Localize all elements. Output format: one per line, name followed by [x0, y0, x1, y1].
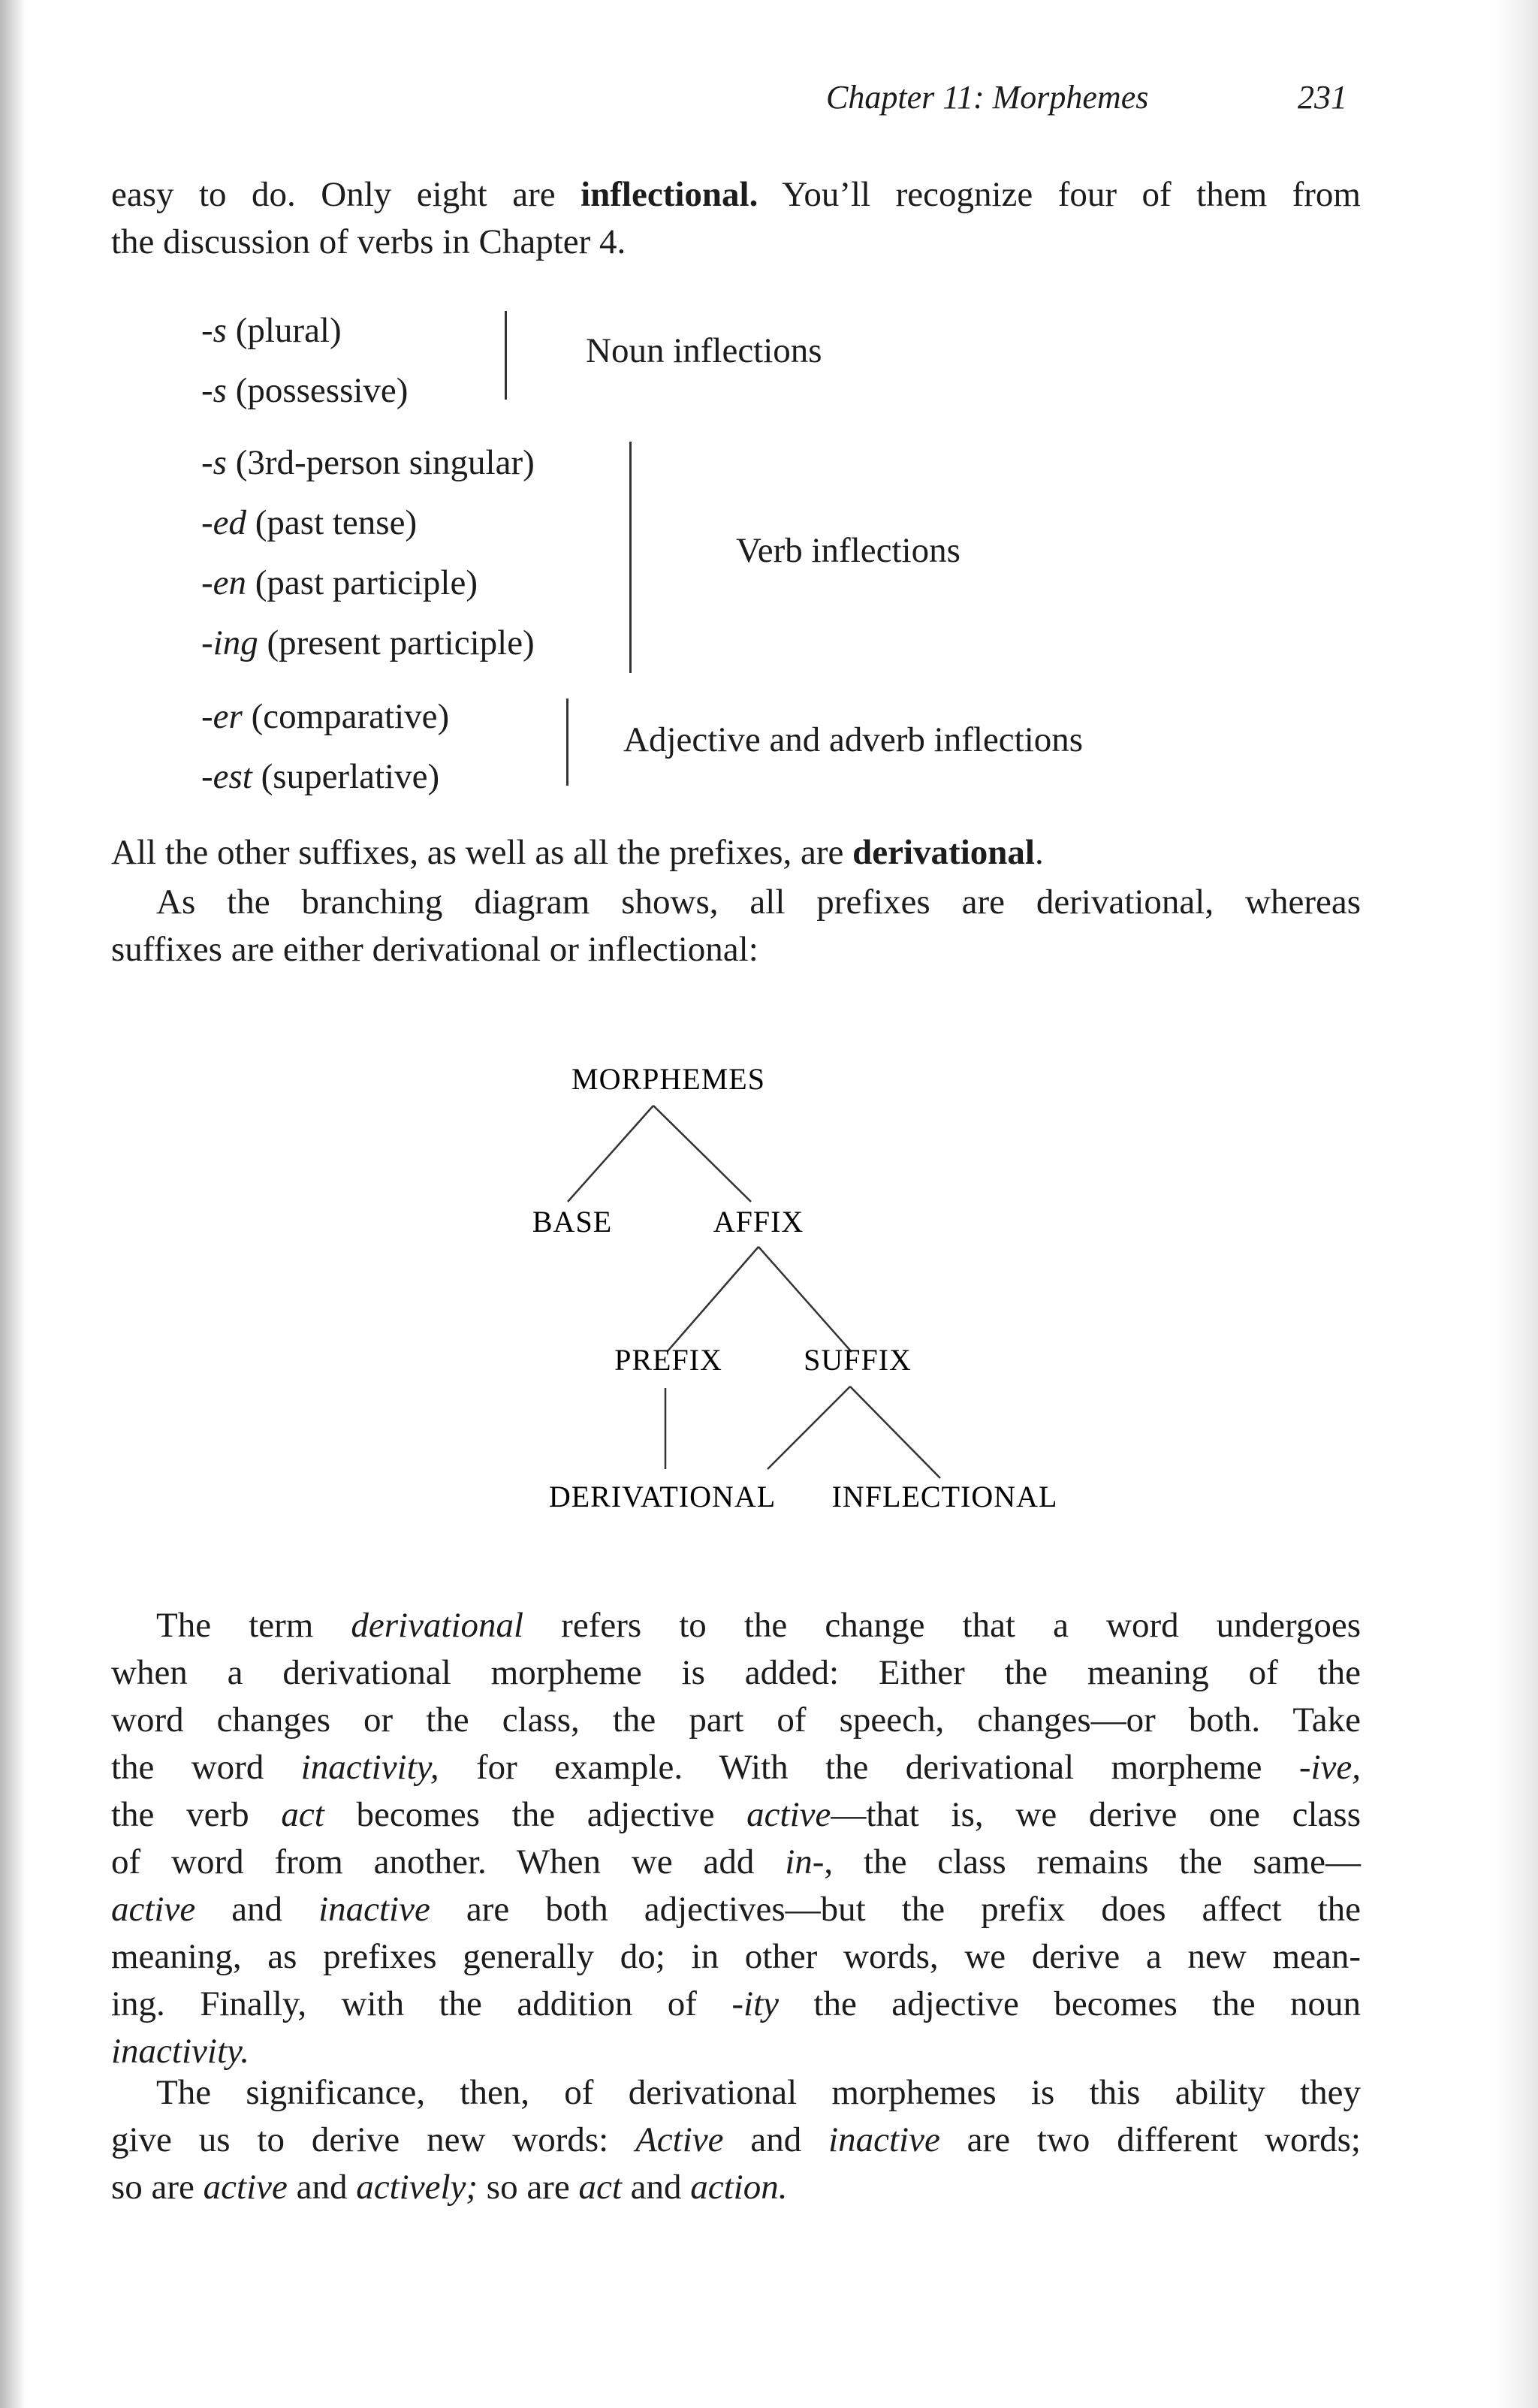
text-run: the verb	[111, 1795, 282, 1834]
list-item: -ed (past tense)	[201, 503, 418, 542]
node-derivational: DERIVATIONAL	[548, 1480, 777, 1513]
text-line	[111, 2069, 1361, 2117]
edge-morphemes-affix	[653, 1106, 751, 1202]
italic-term: Active	[635, 2120, 724, 2159]
text-line	[111, 1697, 1361, 1744]
text-run: when a derivational morpheme is added: Either the meaning of the	[111, 1653, 1361, 1692]
text-run: and	[287, 2168, 357, 2207]
text-line	[111, 2164, 1361, 2211]
node-prefix: PREFIX	[614, 1343, 722, 1377]
text-run: so are	[478, 2168, 579, 2207]
italic-term: derivational	[351, 1606, 524, 1645]
list-item: -s (3rd-person singular)	[201, 443, 535, 482]
verb-inflections-label: Verb inflections	[736, 531, 960, 570]
italic-term: in-	[785, 1842, 825, 1881]
term-inflectional: inflectional.	[581, 175, 758, 214]
italic-term: -ive,	[1298, 1748, 1361, 1787]
text-run: The significance, then, of derivational morphemes is this ability they	[156, 2073, 1361, 2112]
text-run: are two different words;	[939, 2120, 1361, 2159]
text-line: easy to do. Only eight are inflectional. You’ll recognize four of them from	[111, 175, 1361, 214]
italic-term: active	[203, 2168, 288, 2207]
text-line: As the branching diagram shows, all prefixes are derivational, whereas	[156, 883, 1361, 922]
text-run: ing. Finally, with the addition of	[111, 1984, 732, 2023]
list-item: -en (past participle)	[201, 563, 478, 602]
text-run: becomes the adjective	[324, 1795, 747, 1834]
text-line	[111, 1933, 1361, 1981]
text-line: suffixes are either derivational or inflectional:	[111, 930, 758, 969]
italic-term: active	[746, 1795, 831, 1834]
text-line: All the other suffixes, as well as all the prefixes, are derivational.	[111, 833, 1044, 872]
text-run: and	[621, 2168, 691, 2207]
text-run: The term	[156, 1606, 351, 1645]
node-morphemes: MORPHEMES	[571, 1062, 765, 1096]
text-run: meaning, as prefixes generally do; in other words, we derive a new mean-	[111, 1937, 1361, 1976]
list-item: -s (possessive)	[201, 371, 409, 410]
edge-affix-suffix	[758, 1247, 852, 1352]
noun-inflections-label: Noun inflections	[586, 331, 822, 370]
text-line	[111, 2028, 1361, 2075]
text-run: of word from another. When we add	[111, 1842, 786, 1881]
italic-term: inactive	[828, 2120, 940, 2159]
text-line	[111, 1744, 1361, 1791]
italic-term: inactive	[318, 1890, 430, 1929]
text-run: refers to the change that a word undergoes	[523, 1606, 1361, 1645]
significance-paragraph	[111, 2069, 1361, 2211]
edge-affix-prefix	[667, 1247, 758, 1352]
italic-term: actively;	[356, 2168, 478, 2207]
text-line	[111, 1649, 1361, 1697]
node-inflectional: INFLECTIONAL	[831, 1480, 1058, 1513]
italic-term: active	[111, 1890, 196, 1929]
edge-suffix-inflectional	[850, 1387, 940, 1478]
list-item: -er (comparative)	[201, 697, 450, 736]
text-run: give us to derive new words:	[111, 2120, 636, 2159]
list-item: -ing (present participle)	[201, 623, 535, 662]
page-number: 231	[1298, 79, 1347, 116]
derivational-explanation-paragraph	[111, 1602, 1361, 2075]
text-run: the word	[111, 1748, 301, 1787]
text-line	[111, 1602, 1361, 1649]
text-line	[111, 1839, 1361, 1886]
node-affix: AFFIX	[713, 1205, 804, 1239]
term-derivational: derivational	[852, 833, 1035, 872]
list-item: -s (plural)	[201, 311, 342, 350]
list-item: -est (superlative)	[201, 757, 440, 796]
text-line	[111, 1981, 1361, 2028]
text-line	[111, 2117, 1361, 2164]
italic-term: inactivity.	[111, 2032, 250, 2071]
node-base: BASE	[532, 1205, 613, 1239]
italic-term: -ity	[731, 1984, 780, 2023]
text-run: for example. With the derivational morpheme	[439, 1748, 1299, 1787]
text-line	[111, 1791, 1361, 1839]
chapter-title: Chapter 11: Morphemes	[826, 79, 1149, 116]
italic-term: act	[281, 1795, 324, 1834]
text-run: —that is, we derive one class	[831, 1795, 1361, 1834]
text-run: the adjective becomes the noun	[779, 1984, 1362, 2023]
italic-term: act	[578, 2168, 622, 2207]
italic-term: action.	[690, 2168, 788, 2207]
text-run: , the class remains the same—	[824, 1842, 1361, 1881]
adjective-inflections-label: Adjective and adverb inflections	[623, 720, 1084, 759]
text-line	[111, 1886, 1361, 1933]
edge-suffix-derivational	[767, 1387, 850, 1469]
text-run: word changes or the class, the part of speech, changes—or both. Take	[111, 1700, 1361, 1740]
node-suffix: SUFFIX	[804, 1343, 912, 1377]
text-run: are both adjectives—but the prefix does affect the	[430, 1890, 1361, 1929]
text-run: so are	[111, 2168, 204, 2207]
italic-term: inactivity,	[300, 1748, 439, 1787]
text-run: and	[195, 1890, 319, 1929]
text-run: and	[723, 2120, 829, 2159]
edge-morphemes-base	[568, 1106, 653, 1202]
text-line: the discussion of verbs in Chapter 4.	[111, 222, 626, 261]
